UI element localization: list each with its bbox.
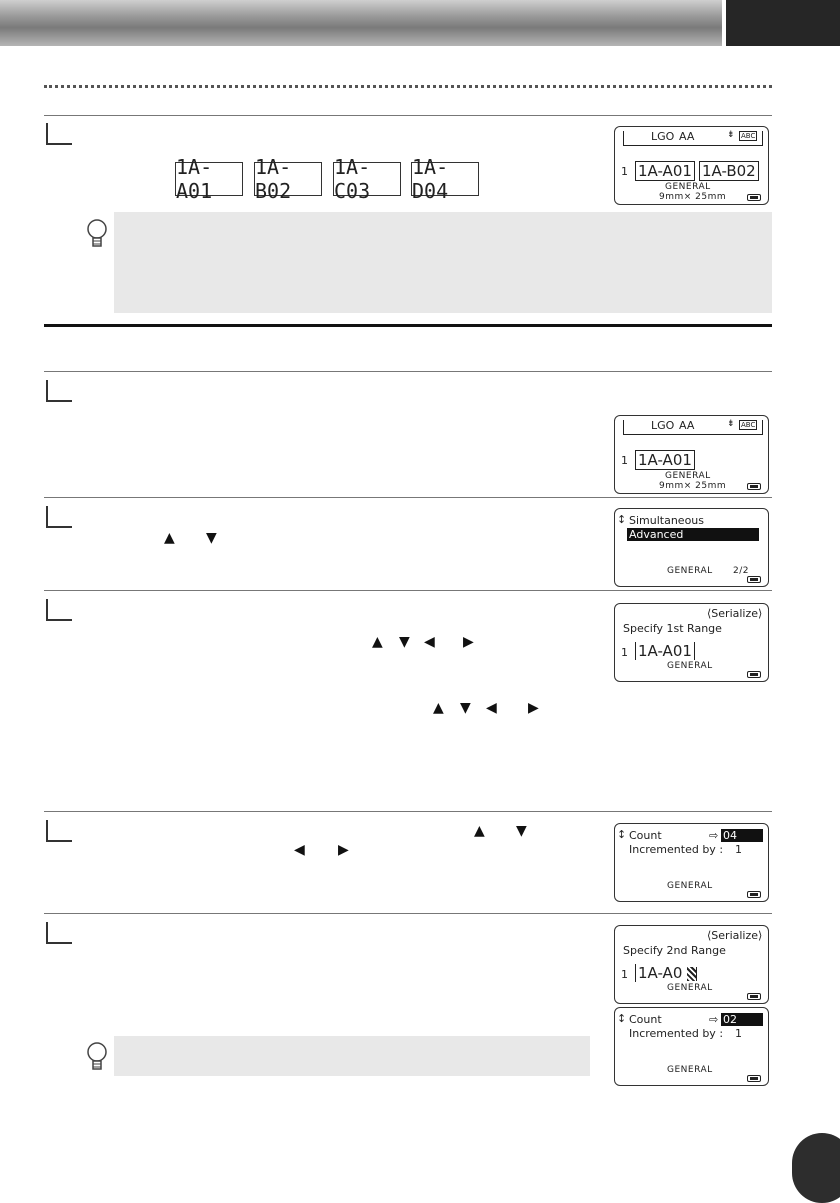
line-number: 1 [621, 646, 628, 659]
step-marker [46, 599, 72, 621]
step-marker [46, 506, 72, 528]
lightbulb-icon [84, 1040, 110, 1074]
page-number-badge [792, 1133, 840, 1203]
size-indicator: 9mm× 25mm [659, 481, 727, 491]
lcd-screen [614, 415, 769, 494]
mode-indicator: GENERAL [665, 182, 711, 192]
divider [44, 590, 772, 591]
up-arrow-icon: ▲ [474, 823, 485, 839]
lcd-screen [614, 508, 769, 587]
battery-icon [747, 483, 761, 490]
step-marker [46, 380, 72, 402]
align-icon: ⇟ [727, 419, 736, 429]
mode-indicator: GENERAL [667, 566, 713, 576]
setting-label: Count [629, 829, 662, 842]
setting-label: Count [629, 1013, 662, 1026]
setting-label: Incremented by : [629, 843, 724, 856]
label-sample: 1A-A01 [175, 162, 243, 196]
align-icon: ⇟ [727, 130, 736, 140]
up-arrow-icon: ▲ [372, 634, 383, 650]
label-sample: 1A-B02 [254, 162, 322, 196]
lightbulb-icon [84, 217, 110, 251]
mode-indicator: GENERAL [665, 471, 711, 481]
mode-indicator: GENERAL [667, 1065, 713, 1075]
battery-icon [747, 891, 761, 898]
mode-indicator: GENERAL [667, 983, 713, 993]
setting-value: 1 [735, 843, 742, 856]
setting-value-selected: 04 [721, 829, 763, 842]
lcd-screen [614, 126, 769, 205]
lcd-screen [614, 603, 769, 682]
tip-box [114, 212, 772, 313]
screen-header: ⟨Serialize⟩ [707, 607, 763, 620]
step-marker [46, 820, 72, 842]
scroll-icon: ↕ [617, 1012, 627, 1025]
setting-value: 1 [735, 1027, 742, 1040]
down-arrow-icon: ▼ [516, 823, 527, 839]
up-arrow-icon: ▲ [164, 530, 175, 546]
left-arrow-icon: ◀ [424, 634, 435, 650]
screen-header: ⟨Serialize⟩ [707, 929, 763, 942]
label-sample: 1A-D04 [411, 162, 479, 196]
down-arrow-icon: ▼ [206, 530, 217, 546]
size-indicator: 9mm× 25mm [659, 192, 727, 202]
divider [44, 811, 772, 812]
abc-indicator: ABC [741, 421, 756, 429]
step-marker [46, 922, 72, 944]
right-arrow-icon: ▶ [338, 842, 349, 858]
text-size-indicator: AA [679, 419, 695, 432]
screen-prompt: Specify 1st Range [623, 622, 722, 635]
step-marker [46, 123, 72, 145]
right-arrow-icon: ▶ [463, 634, 474, 650]
left-arrow-icon: ◀ [294, 842, 305, 858]
label-text: 1A-A01 [635, 642, 695, 660]
right-arrow-icon: ▶ [528, 700, 539, 716]
battery-icon [747, 576, 761, 583]
divider [44, 115, 772, 116]
tip-box [114, 1036, 590, 1076]
scroll-icon: ↕ [617, 513, 627, 526]
scroll-icon: ↕ [617, 828, 627, 841]
line-number: 1 [621, 454, 628, 467]
lcd-screen [614, 823, 769, 902]
setting-value-selected: 02 [721, 1013, 763, 1026]
abc-indicator: ABC [741, 132, 756, 140]
section-divider [44, 324, 772, 327]
divider [44, 913, 772, 914]
down-arrow-icon: ▼ [399, 634, 410, 650]
line-number: 1 [621, 968, 628, 981]
label-text: 1A-A0 [635, 964, 684, 982]
battery-icon [747, 993, 761, 1000]
cursor-block [687, 967, 697, 981]
up-arrow-icon: ▲ [433, 700, 444, 716]
lcd-screen [614, 925, 769, 1004]
line-number: 1 [621, 165, 628, 178]
format-indicator: LGO [651, 130, 675, 143]
edit-arrow-icon: ⇨ [709, 1013, 719, 1026]
text-size-indicator: AA [679, 130, 695, 143]
battery-icon [747, 194, 761, 201]
header-tab [726, 0, 840, 46]
format-indicator: LGO [651, 419, 675, 432]
mode-indicator: GENERAL [667, 881, 713, 891]
left-arrow-icon: ◀ [486, 700, 497, 716]
label-text: 1A-A01 [635, 161, 695, 181]
battery-icon [747, 671, 761, 678]
label-sample: 1A-C03 [333, 162, 401, 196]
divider [44, 371, 772, 372]
header-bar [0, 0, 722, 46]
label-text: 1A-A01 [635, 450, 695, 470]
menu-option-selected: Advanced [627, 528, 759, 541]
lcd-screen [614, 1007, 769, 1086]
divider [44, 497, 772, 498]
edit-arrow-icon: ⇨ [709, 829, 719, 842]
down-arrow-icon: ▼ [460, 700, 471, 716]
battery-icon [747, 1075, 761, 1082]
screen-prompt: Specify 2nd Range [623, 944, 726, 957]
mode-indicator: GENERAL [667, 661, 713, 671]
setting-label: Incremented by : [629, 1027, 724, 1040]
menu-option: Simultaneous [629, 514, 705, 527]
section-divider-dotted [44, 85, 772, 88]
page-indicator: 2/2 [733, 566, 749, 576]
label-text: 1A-B02 [699, 161, 759, 181]
